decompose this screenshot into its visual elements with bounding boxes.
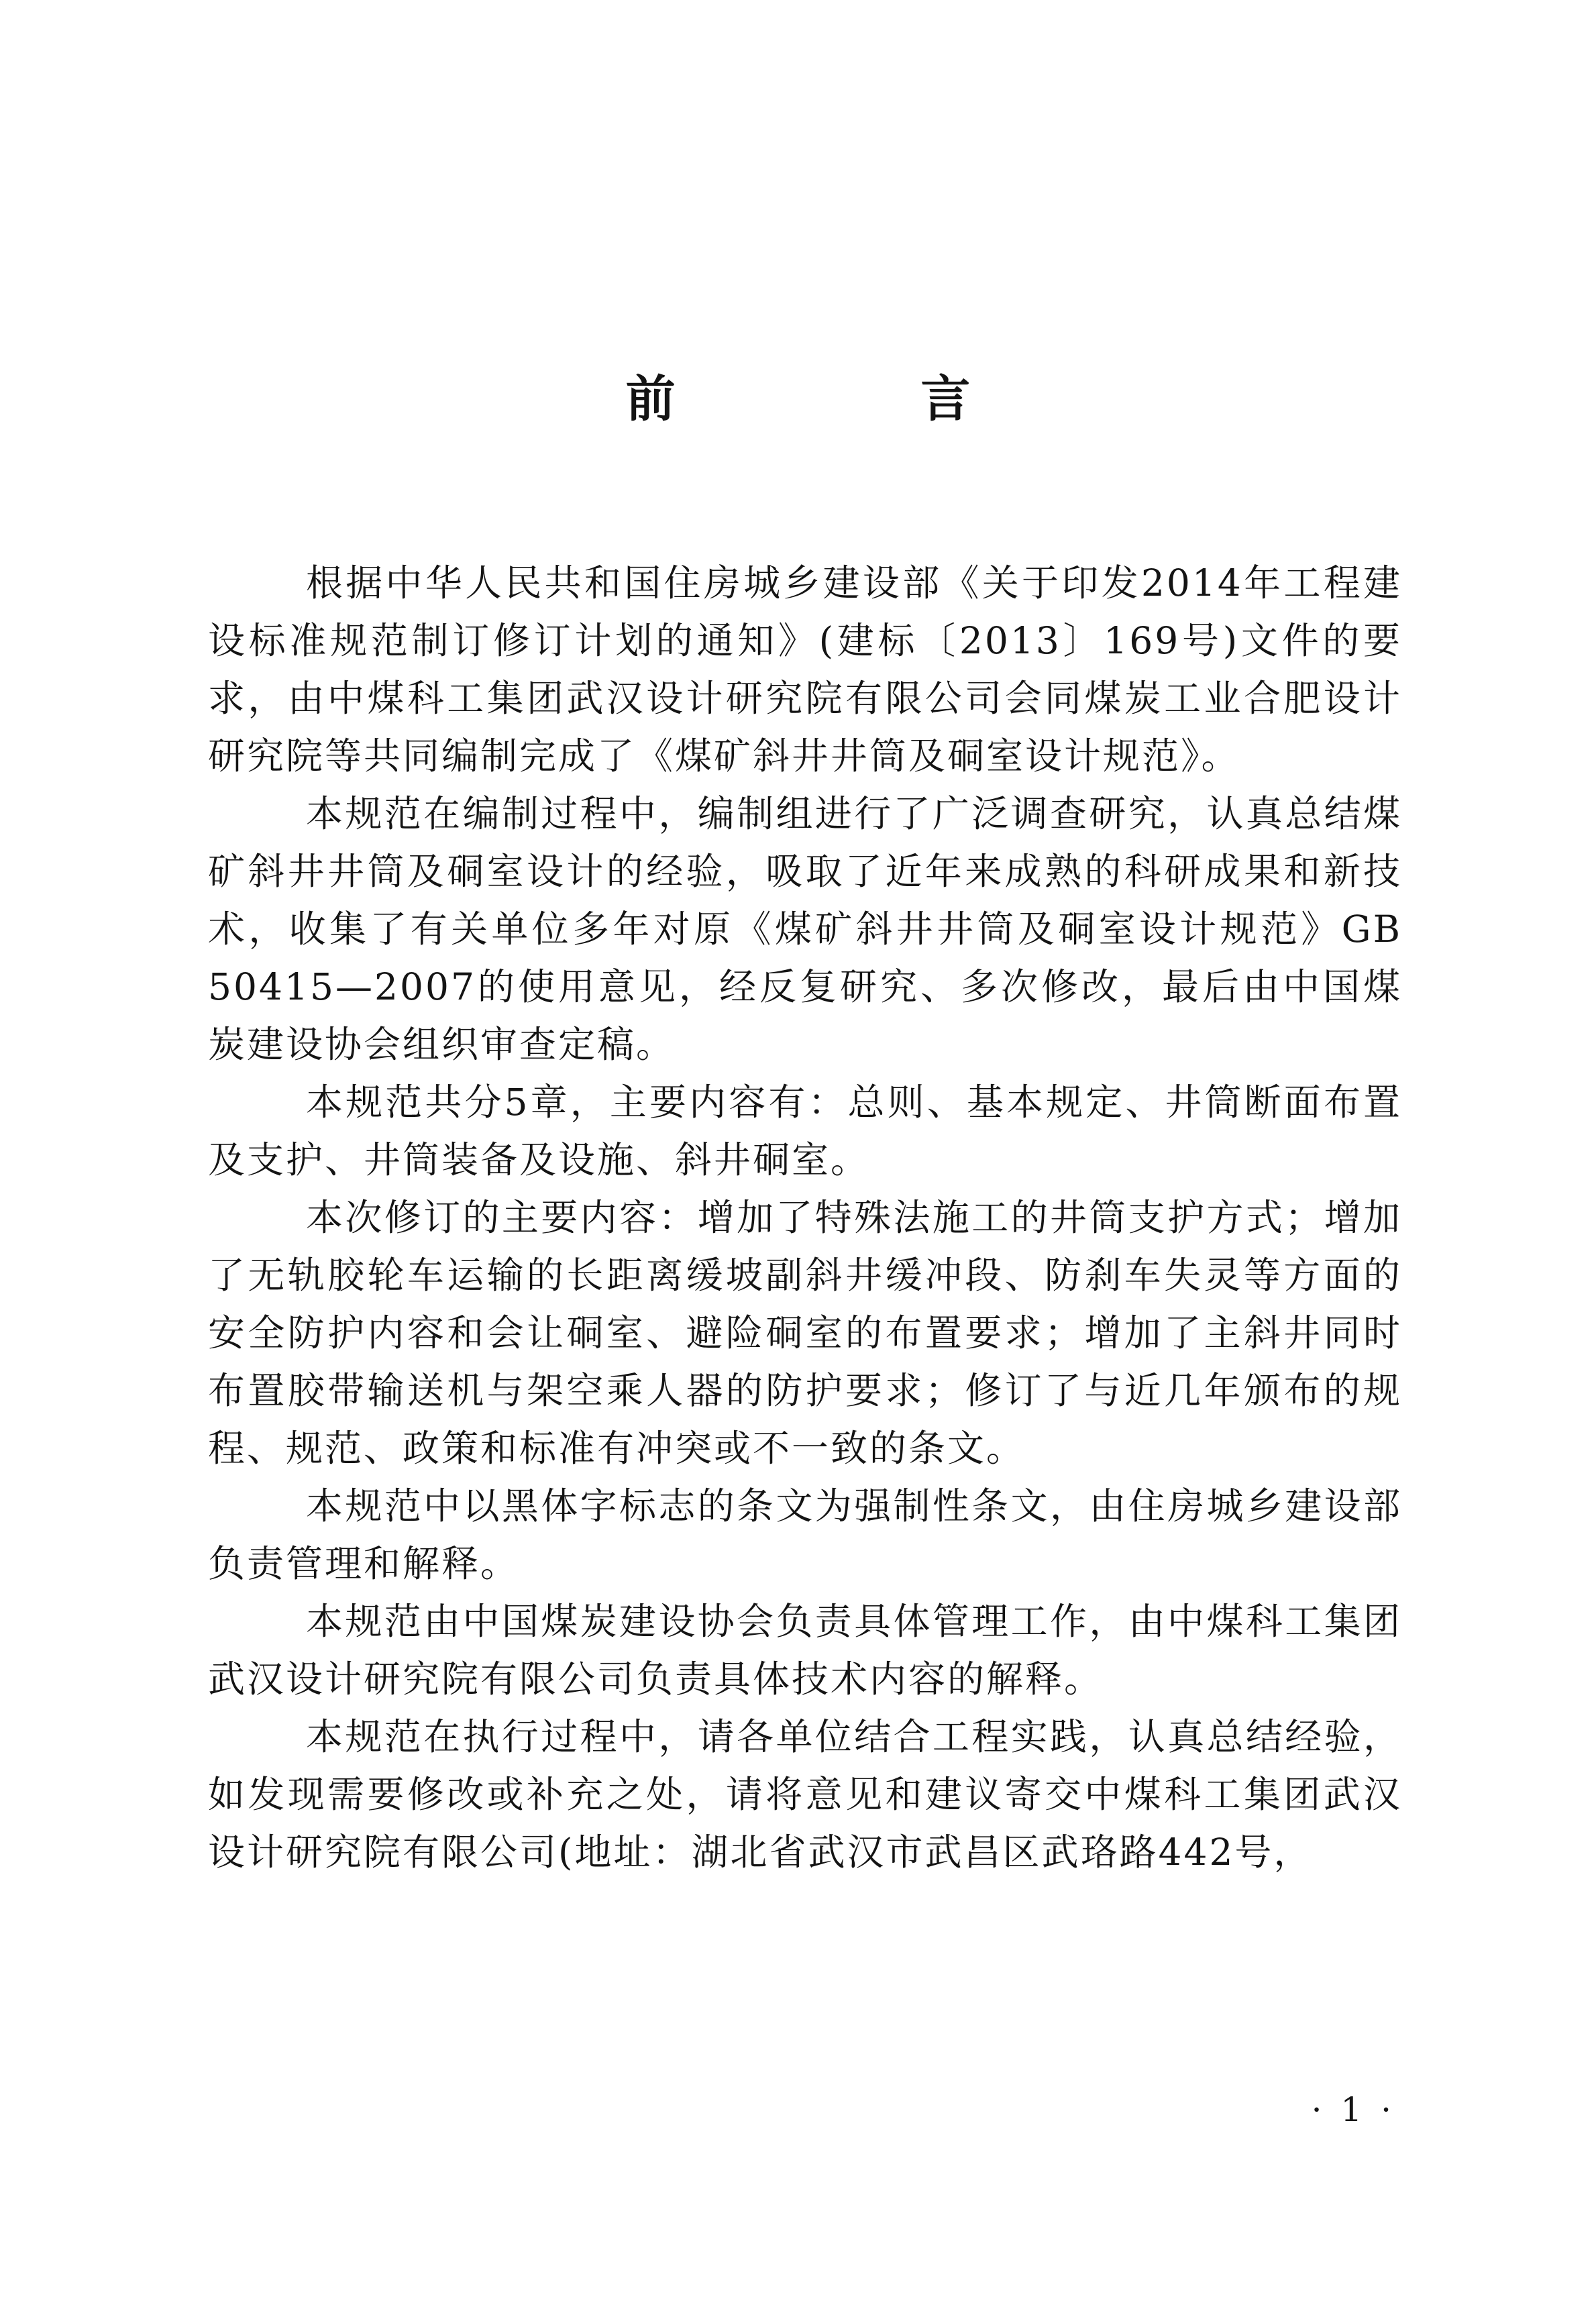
paragraph: 本规范在编制过程中，编制组进行了广泛调查研究，认真总结煤矿斜井井筒及硐室设计的经验，吸取了近年来成熟的科研成果和新技术，收集了有关单位多年对原《煤矿斜井井筒及硐室设计规范》GB 50415—2007的使用意见，经反复研究、多次修改，最后由中国煤炭建设协会组织审查定稿。 [208,792,1402,1066]
page-title: 前 言 [625,370,1085,428]
document-body [208,554,1402,1881]
paragraph: 根据中华人民共和国住房城乡建设部《关于印发2014年工程建设标准规范制订修订计划的通知》(建标〔2013〕169号)文件的要求，由中煤科工集团武汉设计研究院有限公司会同煤炭工业合肥设计研究院等共同编制完成了《煤矿斜井井筒及硐室设计规范》。 [208,561,1402,777]
paragraph: 本规范中以黑体字标志的条文为强制性条文，由住房城乡建设部负责管理和解释。 [208,1485,1402,1585]
paragraph: 本规范在执行过程中，请各单位结合工程实践，认真总结经验，如发现需要修改或补充之处，请将意见和建议寄交中煤科工集团武汉设计研究院有限公司(地址：湖北省武汉市武昌区武珞路442号， [208,1715,1402,1874]
paragraph: 本规范由中国煤炭建设协会负责具体管理工作，由中煤科工集团武汉设计研究院有限公司负责具体技术内容的解释。 [208,1600,1402,1701]
paragraph: 本规范共分5章，主要内容有：总则、基本规定、井筒断面布置及支护、井筒装备及设施、斜井硐室。 [208,1081,1402,1181]
paragraph: 本次修订的主要内容：增加了特殊法施工的井筒支护方式；增加了无轨胶轮车运输的长距离缓坡副斜井缓冲段、防刹车失灵等方面的安全防护内容和会让硐室、避险硐室的布置要求；增加了主斜井同时布置胶带输送机与架空乘人器的防护要求；修订了与近几年颁布的规程、规范、政策和标准有冲突或不一致的条文。 [208,1196,1402,1470]
page-number: · 1 · [1311,2090,1395,2129]
